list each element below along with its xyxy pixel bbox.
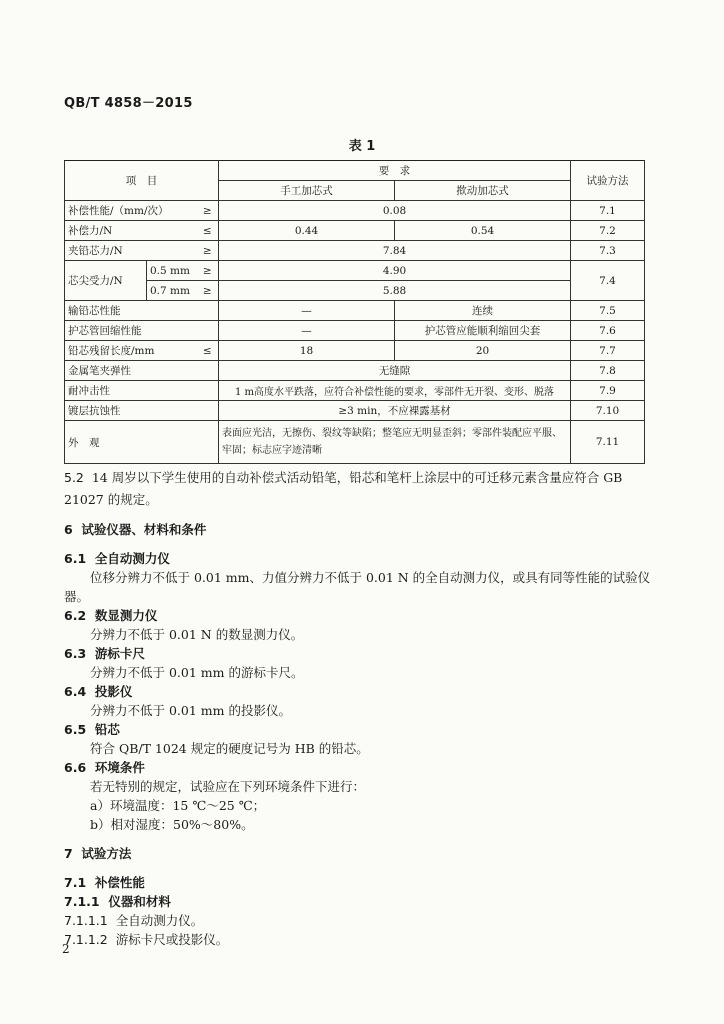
document-body [64,0,664,1024]
table-row: 芯尖受力/N 0.5 mm ≥ 4.90 7.4 [65,261,645,281]
table-row: 耐冲击性 1 m高度水平跌落，应符合补偿性能的要求，零部件无开裂、变形、脱落 7.9 [65,381,645,401]
section-6-5-heading: 6.5 铅芯 [64,722,120,737]
section-7-1-heading: 7.1 补偿性能 [64,875,145,890]
section-7-heading: 7 试验方法 [64,846,132,861]
table-title: 表 1 [348,139,376,154]
table-row: 夹铅芯力/N ≥ 7.84 7.3 [65,241,645,261]
header-auto: 揿动加芯式 [395,181,571,201]
header-requirement: 要 求 [219,161,571,181]
section-6-6-text: 若无特别的规定，试验应在下列环境条件下进行： [90,779,366,794]
section-6-6-item-b: b）相对湿度：50%～80%。 [90,817,254,832]
section-6-3-text: 分辨力不低于 0.01 mm 的游标卡尺。 [90,665,304,680]
header-method: 试验方法 [571,161,645,201]
section-6-5-text: 符合 QB/T 1024 规定的硬度记号为 HB 的铅芯。 [90,741,369,756]
header-item: 项 目 [65,161,219,201]
section-6-4-heading: 6.4 投影仪 [64,684,133,699]
section-5-2-line1: 5.2 14 周岁以下学生使用的自动补偿式活动铅笔，铅芯和笔杆上涂层中的可迁移元素含量应符合 GB [64,470,623,485]
table-row: 0.7 mm ≥ 5.88 [65,281,645,301]
table-row: 输铅芯性能 — 连续 7.5 [65,301,645,321]
header-manual: 手工加芯式 [219,181,395,201]
page-number: 2 [62,942,70,956]
table-row: 镀层抗蚀性 ≥3 min，不应裸露基材 7.10 [65,401,645,421]
table-row: 护芯管回缩性能 — 护芯管应能顺利缩回尖套 7.6 [65,321,645,341]
section-6-4-text: 分辨力不低于 0.01 mm 的投影仪。 [90,703,291,718]
section-6-3-heading: 6.3 游标卡尺 [64,646,145,661]
table-row: 补偿力/N ≤ 0.44 0.54 7.2 [65,221,645,241]
section-7-1-1-1: 7.1.1.1 全自动测力仪。 [64,913,204,928]
section-6-1-text2: 器。 [64,589,90,604]
table-row: 外 观 表面应光洁，无擦伤、裂纹等缺陷；整笔应无明显歪斜；零部件装配应平服、牢固；标志应字迹清晰 7.11 [65,421,645,464]
section-6-6-heading: 6.6 环境条件 [64,760,145,775]
section-6-2-text: 分辨力不低于 0.01 N 的数显测力仪。 [90,627,304,642]
table-row: 补偿性能/（mm/次） ≥ 0.08 7.1 [65,201,645,221]
section-6-2-heading: 6.2 数显测力仪 [64,608,158,623]
section-7-1-1-2: 7.1.1.2 游标卡尺或投影仪。 [64,932,229,947]
section-6-6-item-a: a）环境温度：15 ℃～25 ℃； [90,798,266,813]
section-6-heading: 6 试验仪器、材料和条件 [64,522,207,537]
table-row: 铅芯残留长度/mm ≤ 18 20 7.7 [65,341,645,361]
section-6-1-text1: 位移分辨力不低于 0.01 mm、力值分辨力不低于 0.01 N 的全自动测力仪，或具有同等性能的试验仪 [90,570,651,585]
standard-code-header: QB/T 4858－2015 [64,96,193,111]
table-row: 金属笔夹弹性 无缝隙 7.8 [65,361,645,381]
section-5-2-line2: 21027 的规定。 [64,492,158,507]
section-6-1-heading: 6.1 全自动测力仪 [64,551,170,566]
section-7-1-1-heading: 7.1.1 仪器和材料 [64,894,171,909]
